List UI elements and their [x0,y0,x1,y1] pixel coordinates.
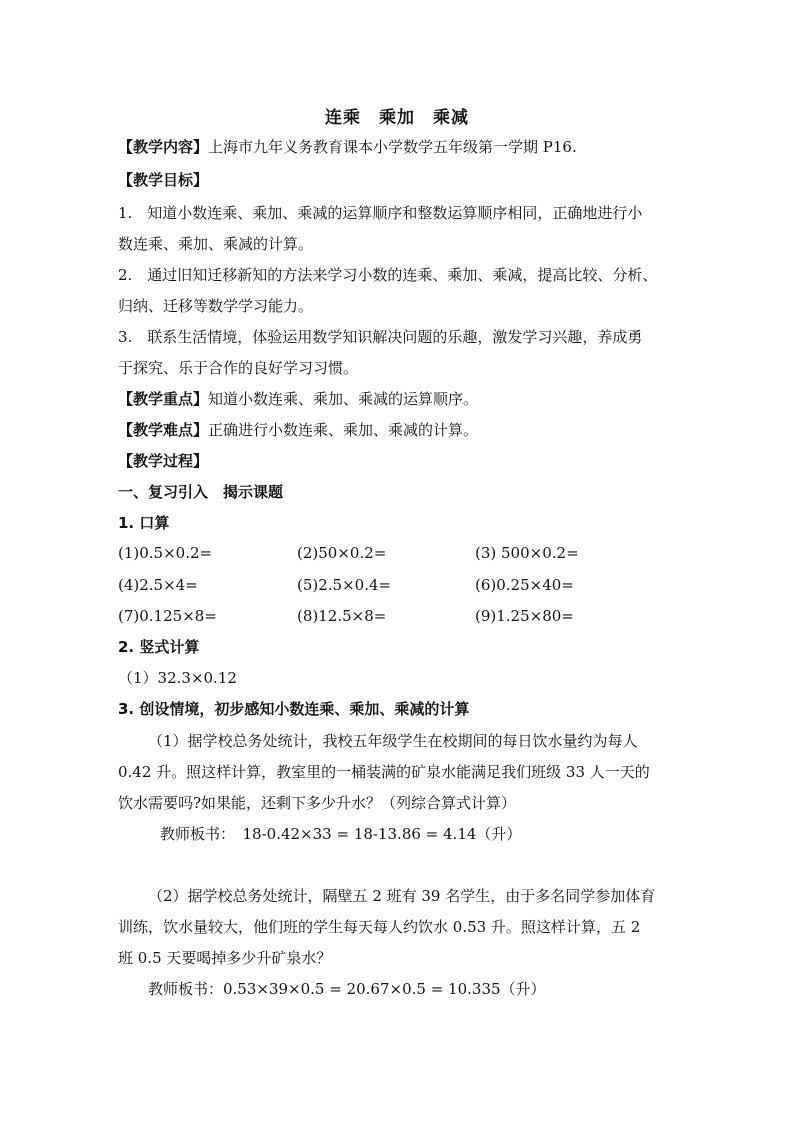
key-point [118,389,478,409]
key-point-text: 知道小数连乘、乘加、乘减的运算顺序。 [208,390,479,408]
oral-row-2 [0,575,794,595]
objective-2-line-2: 归纳、迁移等数学学习能力。 [118,297,314,315]
problem-1-line-3: 饮水需要吗?如果能，还剩下多少升水？（列综合算式计算） [118,794,517,812]
teaching-content-label: 【教学内容】 [118,138,209,156]
oral-item: (4)2.5×4= [118,576,198,594]
title-part-3: 乘减 [433,108,469,128]
oral-item: (5)2.5×0.4= [297,576,392,594]
oral-item: (3) 500×0.2= [475,544,579,562]
oral-item: (1)0.5×0.2= [118,544,213,562]
oral-item: (6)0.25×40= [475,576,574,594]
scenario-heading: 3. 创设情境，初步感知小数连乘、乘加、乘减的计算 [118,700,470,718]
difficulty [118,420,478,440]
vertical-item: （1）32.3×0.12 [118,669,237,687]
objective-3-line-1: 3. 联系生活情境，体验运用数学知识解决问题的乐趣，激发学习兴趣，养成勇 [118,328,643,346]
objective-1-line-2: 数连乘、乘加、乘减的计算。 [118,235,314,253]
difficulty-text: 正确进行小数连乘、乘加、乘减的计算。 [208,421,479,439]
page-title [0,103,794,128]
teaching-content-text: 上海市九年义务教育课本小学数学五年级第一学期 P16. [208,138,577,156]
problem-2-line-3: 班 0.5 天要喝掉多少升矿泉水？ [118,949,332,967]
objective-1-line-1: 1. 知道小数连乘、乘加、乘减的运算顺序和整数运算顺序相同，正确地进行小 [118,204,643,222]
board-1: 教师板书： 18-0.42×33 = 18-13.86 = 4.14（升） [160,825,522,843]
vertical-heading: 2. 竖式计算 [118,638,200,656]
problem-2-line-2: 训练，饮水量较大，他们班的学生每天每人约饮水 0.53 升。照这样计算，五 2 [118,918,641,936]
problem-2-line-1: （2）据学校总务处统计，隔壁五 2 班有 39 名学生，由于多名同学参加体育 [148,887,656,905]
title-part-1: 连乘 [325,108,361,128]
section-1-heading: 一、复习引入 揭示课题 [118,483,284,501]
key-point-label: 【教学重点】 [118,390,209,408]
objectives-label: 【教学目标】 [118,171,209,189]
oral-row-3 [0,606,794,626]
teaching-content [118,137,577,157]
oral-row-1 [0,543,794,563]
process-label: 【教学过程】 [118,452,209,470]
oral-item: (7)0.125×8= [118,607,217,625]
objective-2-line-1: 2. 通过旧知迁移新知的方法来学习小数的连乘、乘加、乘减，提高比较、分析、 [118,266,658,284]
objective-3-line-2: 于探究、乐于合作的良好学习习惯。 [118,359,359,377]
title-part-2: 乘加 [379,108,415,128]
difficulty-label: 【教学难点】 [118,421,209,439]
board-2: 教师板书：0.53×39×0.5 = 20.67×0.5 = 10.335（升） [148,980,546,998]
problem-1-line-1: （1）据学校总务处统计，我校五年级学生在校期间的每日饮水量约为每人 [148,732,638,750]
oral-item: (2)50×0.2= [297,544,387,562]
oral-item: (9)1.25×80= [475,607,574,625]
problem-1-line-2: 0.42 升。照这样计算，教室里的一桶装满的矿泉水能满足我们班级 33 人一天的 [118,763,650,781]
oral-item: (8)12.5×8= [297,607,387,625]
oral-heading: 1. 口算 [118,514,170,532]
